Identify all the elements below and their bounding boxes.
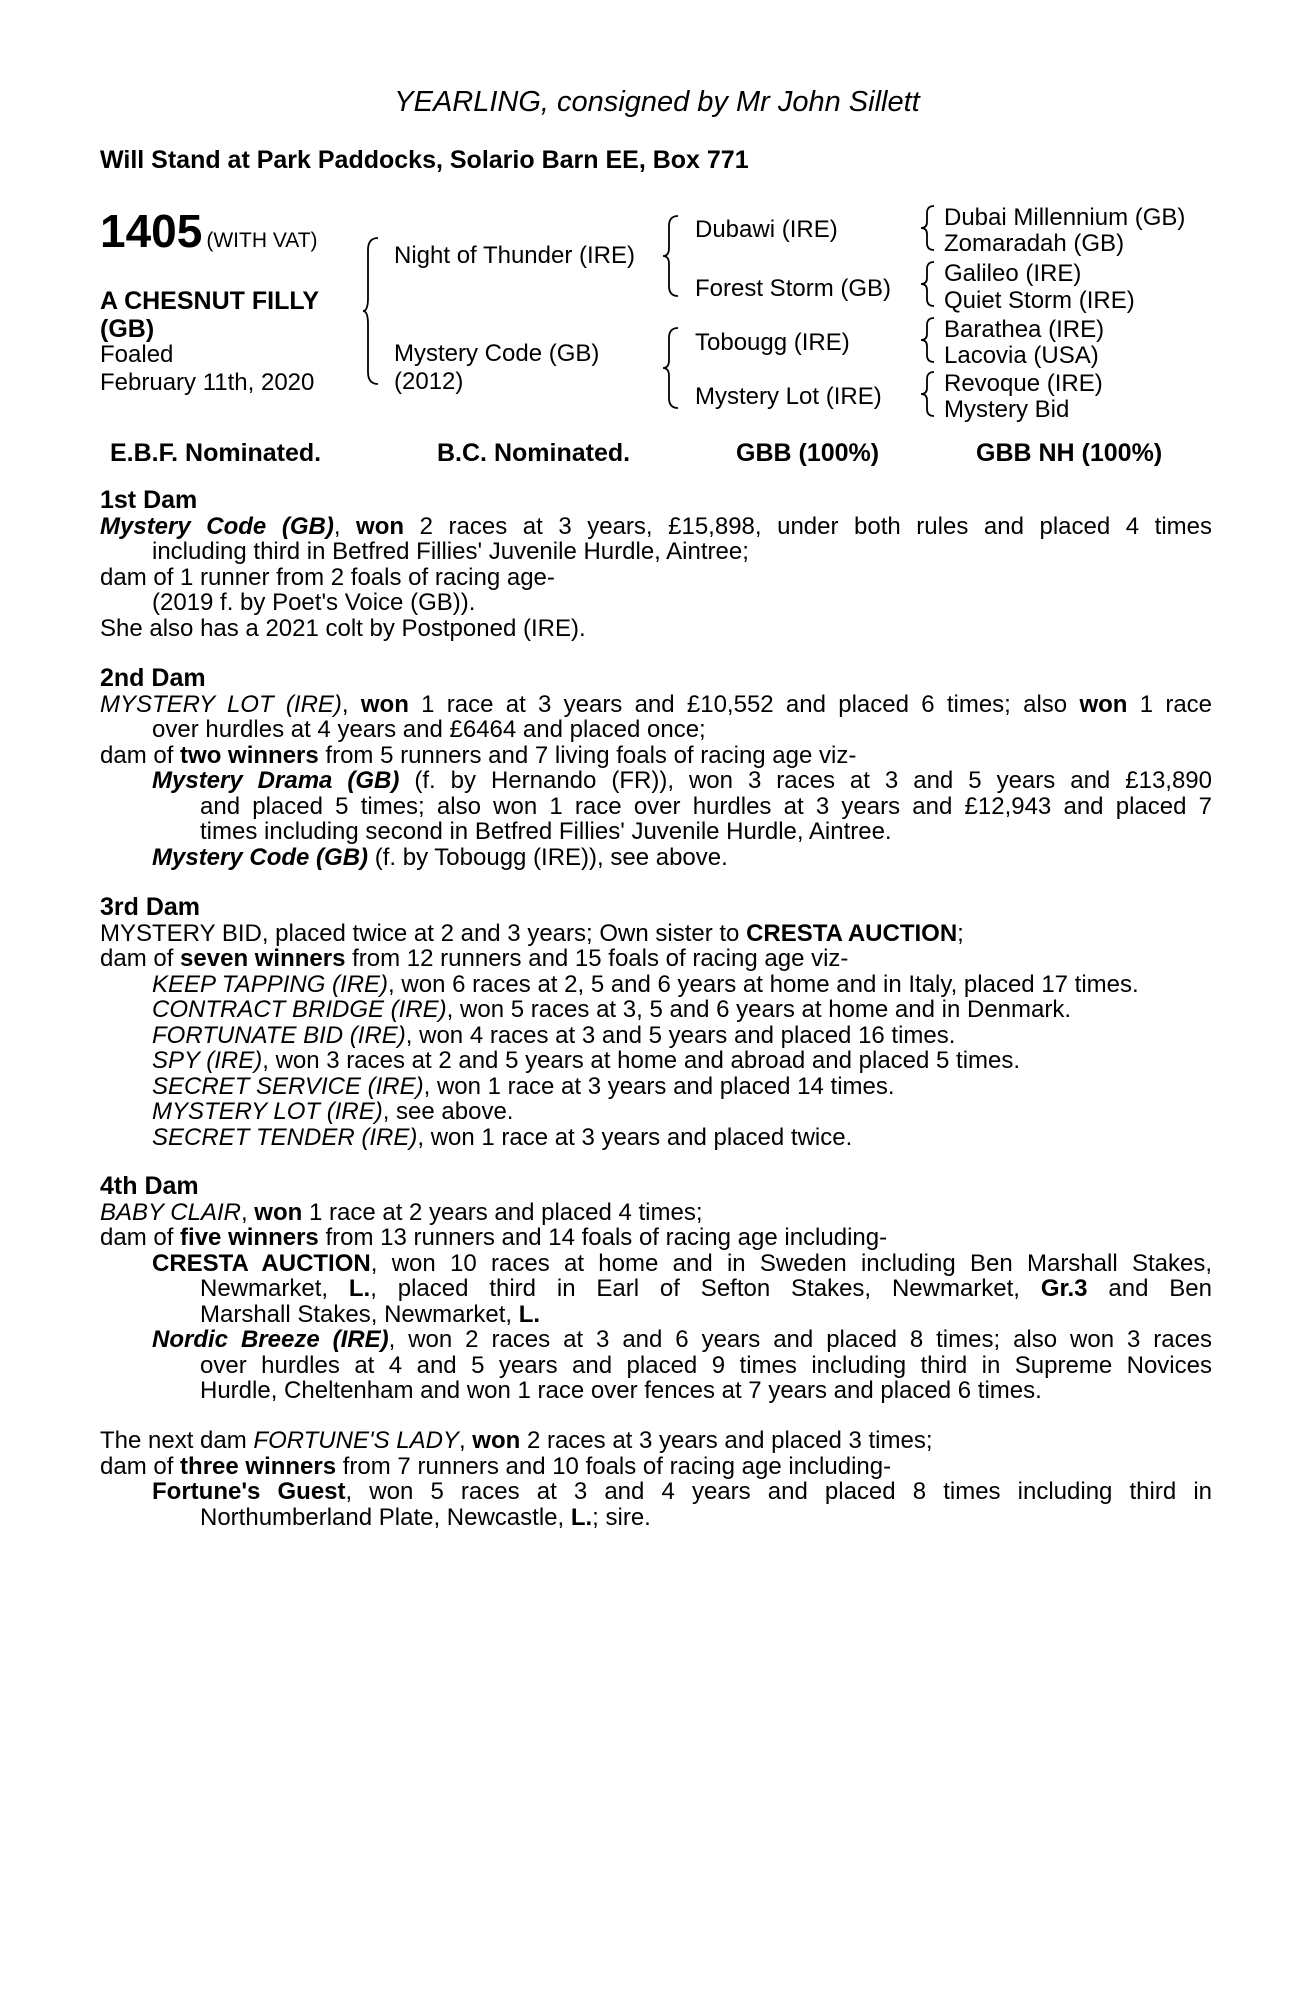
second-dam-produce-2: Mystery Code (GB) (f. by Tobougg (IRE)), see above. (152, 843, 728, 871)
pedigree-g1: Dubai Millennium (GB) (944, 204, 1186, 231)
third-dam-produce-1: KEEP TAPPING (IRE), won 6 races at 2, 5 and 6 years at home and in Italy, placed 17 times. (152, 970, 1139, 998)
second-dam-produce-1: Mystery Drama (GB) (f. by Hernando (FR)), won 3 races at 3 and 5 years and £13,890 (152, 767, 1212, 794)
pedigree-g3: Galileo (IRE) (944, 260, 1082, 287)
pedigree-sire-sire: Dubawi (IRE) (695, 216, 838, 243)
page-title: YEARLING, consigned by Mr John Sillett (394, 86, 920, 118)
first-dam-section (100, 488, 1212, 641)
fourth-dam-line-2: dam of five winners from 13 runners and 14 foals of racing age including- (100, 1224, 888, 1251)
first-dam-line-3: dam of 1 runner from 2 foals of racing age- (100, 563, 555, 591)
pedigree-dam: Mystery Code (GB) (394, 340, 600, 367)
horse-country: (GB) (100, 315, 155, 343)
pedigree-g4: Quiet Storm (IRE) (944, 287, 1135, 314)
pedigree-brace-g56 (920, 316, 936, 364)
pedigree-g8: Mystery Bid (944, 396, 1070, 423)
next-dam-line-1: The next dam FORTUNE'S LADY, won 2 races at 3 years and placed 3 times; (100, 1427, 933, 1454)
next-dam-produce-1-line-2: Northumberland Plate, Newcastle, L.; sire. (200, 1503, 651, 1531)
first-dam-line-2: including third in Betfred Fillies' Juvenile Hurdle, Aintree; (152, 538, 749, 565)
pedigree-g5: Barathea (IRE) (944, 316, 1105, 343)
third-dam-produce-7: SECRET TENDER (IRE), won 1 race at 3 years and placed twice. (152, 1123, 853, 1151)
fourth-dam-produce-1-line-3: Marshall Stakes, Newmarket, L. (200, 1300, 541, 1328)
next-dam-produce-1: Fortune's Guest, won 5 races at 3 and 4 years and placed 8 times including third in (152, 1478, 1212, 1505)
second-dam-produce-1-line-3: times including second in Betfred Fillies' Juvenile Hurdle, Aintree. (200, 818, 892, 845)
foaled-info (100, 341, 314, 397)
pedigree-dam-dam: Mystery Lot (IRE) (695, 383, 882, 410)
ebf-nomination: E.B.F. Nominated. (110, 439, 322, 467)
pedigree-brace-g34 (920, 260, 936, 308)
third-dam-line-2: dam of seven winners from 12 runners and 15 foals of racing age viz- (100, 945, 849, 972)
first-dam-name: Mystery Code (GB) (100, 512, 334, 540)
third-dam-produce-3: FORTUNATE BID (IRE), won 4 races at 3 and 5 years and placed 16 times. (152, 1021, 956, 1049)
pedigree-g7: Revoque (IRE) (944, 370, 1103, 397)
fourth-dam-line-1: BABY CLAIR, won 1 race at 2 years and placed 4 times; (100, 1198, 703, 1226)
fourth-dam-produce-1-line-2: Newmarket, L., placed third in Earl of Sefton Stakes, Newmarket, Gr.3 and Ben (200, 1275, 1212, 1302)
third-dam-produce-4: SPY (IRE), won 3 races at 2 and 5 years at home and abroad and placed 5 times. (152, 1047, 1021, 1074)
fourth-dam-produce-2-line-2: over hurdles at 4 and 5 years and placed 9 times including third in Supreme Novices (200, 1351, 1212, 1379)
third-dam-produce-2: CONTRACT BRIDGE (IRE), won 5 races at 3, 5 and 6 years at home and in Denmark. (152, 996, 1072, 1023)
pedigree-g6: Lacovia (USA) (944, 342, 1099, 369)
fourth-dam-section (100, 1174, 1212, 1404)
vat-note: (WITH VAT) (206, 229, 318, 252)
second-dam-section (100, 666, 1212, 870)
second-dam-line-2: over hurdles at 4 years and £6464 and placed once; (152, 716, 706, 743)
bc-nomination: B.C. Nominated. (437, 439, 631, 467)
fourth-dam-heading: 4th Dam (100, 1172, 199, 1200)
second-dam-line-1: MYSTERY LOT (IRE), won 1 race at 3 years and £10,552 and placed 6 times; also won 1 race (100, 690, 1213, 718)
fourth-dam-produce-1: CRESTA AUCTION, won 10 races at home and in Sweden including Ben Marshall Stakes, (152, 1249, 1212, 1277)
horse-sex-colour: A CHESNUT FILLY (100, 287, 319, 315)
first-dam-line-5: She also has a 2021 colt by Postponed (IRE). (100, 614, 586, 642)
third-dam-heading: 3rd Dam (100, 893, 201, 921)
second-dam-line-3: dam of two winners from 5 runners and 7 living foals of racing age viz- (100, 741, 857, 769)
stand-location: Will Stand at Park Paddocks, Solario Barn EE, Box 771 (100, 146, 749, 174)
next-dam-section (100, 1428, 1212, 1530)
next-dam-line-2: dam of three winners from 7 runners and 10 foals of racing age including- (100, 1452, 892, 1480)
first-dam-line-1: Mystery Code (GB), won 2 races at 3 years, £15,898, under both rules and placed 4 times (100, 512, 1212, 540)
pedigree-dam-sire: Tobougg (IRE) (695, 329, 850, 356)
third-dam-section (100, 895, 1212, 1150)
first-dam-heading: 1st Dam (100, 486, 198, 514)
gbb-nh-nomination: GBB NH (100%) (976, 439, 1163, 467)
pedigree-brace-main (362, 236, 380, 386)
pedigree-sire: Night of Thunder (IRE) (394, 242, 635, 269)
pedigree-sire-dam: Forest Storm (GB) (695, 275, 892, 302)
horse-description (100, 287, 319, 343)
pedigree-brace-sire (662, 214, 680, 298)
first-dam-line-4: (2019 f. by Poet's Voice (GB)). (152, 589, 476, 616)
pedigree-brace-g12 (920, 204, 936, 252)
third-dam-produce-5: SECRET SERVICE (IRE), won 1 race at 3 years and placed 14 times. (152, 1072, 895, 1100)
lot-number-block (100, 204, 318, 258)
gbb-nomination: GBB (100%) (736, 439, 880, 467)
foaled-date: February 11th, 2020 (100, 369, 315, 396)
pedigree-dam-year: (2012) (394, 368, 464, 395)
lot-number: 1405 (100, 205, 203, 257)
third-dam-line-1: MYSTERY BID, placed twice at 2 and 3 years; Own sister to CRESTA AUCTION; (100, 919, 964, 947)
pedigree-g2: Zomaradah (GB) (944, 230, 1125, 257)
foaled-label: Foaled (100, 341, 174, 368)
pedigree-brace-dam (662, 326, 680, 410)
fourth-dam-produce-2-line-3: Hurdle, Cheltenham and won 1 race over fences at 7 years and placed 6 times. (200, 1377, 1042, 1404)
pedigree-brace-g78 (920, 370, 936, 418)
second-dam-produce-1-line-2: and placed 5 times; also won 1 race over hurdles at 3 years and £12,943 and placed 7 (200, 792, 1212, 820)
third-dam-produce-6: MYSTERY LOT (IRE), see above. (152, 1098, 514, 1125)
second-dam-heading: 2nd Dam (100, 664, 206, 692)
fourth-dam-produce-2: Nordic Breeze (IRE), won 2 races at 3 and 6 years and placed 8 times; also won 3 races (152, 1326, 1212, 1353)
